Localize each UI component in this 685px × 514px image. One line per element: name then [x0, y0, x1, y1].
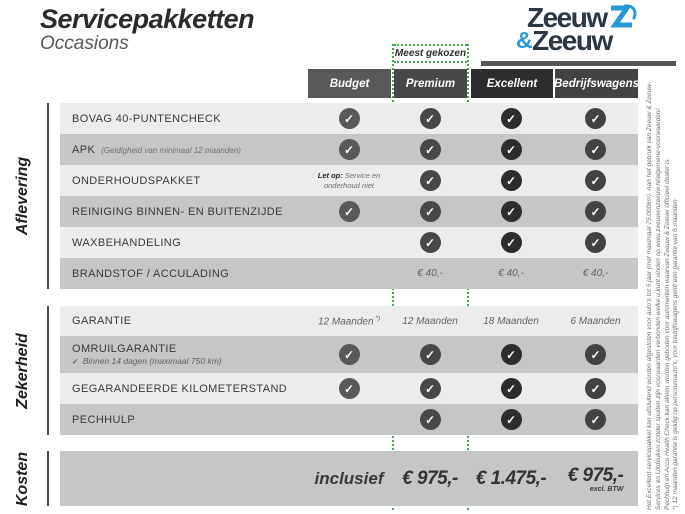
cell-check: [553, 404, 638, 435]
column-header-bedrijfswagens: Bedrijfswagens: [555, 69, 638, 98]
row-label-line: [72, 315, 307, 327]
cell-check: [469, 134, 553, 165]
section-label-kosten: [2, 451, 44, 506]
price-value: € 1.475,-: [475, 467, 547, 489]
row-label: OMRUILGARANTIE: [72, 343, 177, 355]
cell-text: [553, 306, 638, 336]
row-label: REINIGING BINNEN- EN BUITENZIJDE: [72, 205, 283, 218]
cell-text: [391, 306, 469, 336]
row-subnote: ✓ Binnen 14 dagen (maximaal 750 km): [72, 356, 222, 366]
check-icon: ✓: [339, 108, 360, 129]
cell-check: [307, 134, 391, 165]
cell-note: [307, 165, 391, 196]
cell-check: [553, 103, 638, 134]
cell-check: [391, 373, 469, 404]
check-icon: ✓: [420, 201, 441, 222]
check-icon: ✓: [501, 139, 522, 160]
price-block: [476, 468, 547, 490]
row-label: ONDERHOUDSPAKKET: [72, 174, 201, 187]
row-label-line: [72, 144, 307, 156]
price-block: [568, 465, 624, 493]
subnote-check-icon: ✓: [72, 357, 79, 366]
cell-check: [469, 227, 553, 258]
cell-check: [391, 196, 469, 227]
cell-text: [553, 258, 638, 289]
row-label-note: (Geldigheid van minimaal 12 maanden): [101, 145, 241, 155]
logo-word-1: Zeeuw: [527, 2, 607, 33]
row-label-line: [72, 175, 307, 187]
check-icon: ✓: [420, 344, 441, 365]
cell-check: [469, 165, 553, 196]
section-label-aflevering: [2, 103, 44, 289]
cell-check: [469, 373, 553, 404]
check-icon: ✓: [585, 170, 606, 191]
most-chosen-badge: Meest gekozen: [394, 44, 467, 63]
row-label-cell: [60, 196, 307, 227]
row-label: WAXBEHANDELING: [72, 236, 182, 249]
table-row: [60, 227, 638, 258]
row-label-line: [72, 383, 307, 395]
check-icon: ✓: [501, 378, 522, 399]
row-label-cell: [60, 404, 307, 435]
footnote-line: Pechhulp en Accu Health Check kan alleen worden geboden voor automerken waarvan Zeeuw & Zeeuw officieel dealer is.: [663, 157, 671, 510]
cell-note: Let op: Service en onderhoud niet: [317, 170, 381, 190]
logo-ampersand: &: [516, 27, 532, 53]
row-label: APK: [72, 143, 96, 156]
check-icon: ✓: [501, 201, 522, 222]
footnote-line: Het Excellent-servicepakket kan uitsluitend worden afgesloten voor auto's tot 5 jaar (met maximaal 75.000km). Aan het gebruik van Zeeuw & Zeeuw-: [646, 81, 653, 510]
row-label: GEGARANDEERDE KILOMETERSTAND: [72, 382, 288, 395]
check-icon: ✓: [585, 409, 606, 430]
check-icon: ✓: [501, 232, 522, 253]
row-label-cell: [60, 258, 307, 289]
cell-value-text: 12 Maanden *): [317, 314, 381, 328]
logo-line-2: [516, 25, 612, 57]
row-label-cell: [60, 306, 307, 336]
section-label-text: Aflevering: [14, 156, 31, 236]
check-icon: ✓: [501, 170, 522, 191]
cell-check: [391, 134, 469, 165]
column-header-premium: Premium: [394, 69, 467, 98]
cost-row: [60, 451, 638, 506]
check-icon: ✓: [585, 344, 606, 365]
section-aflevering: [60, 103, 638, 289]
row-label-cell: [60, 227, 307, 258]
check-icon: ✓: [585, 139, 606, 160]
check-icon: ✓: [420, 409, 441, 430]
check-icon: ✓: [501, 409, 522, 430]
cell-check: [553, 196, 638, 227]
disclaimer-footnote: [646, 81, 682, 510]
cell-check: [391, 336, 469, 373]
logo-divider-rule: [481, 61, 676, 66]
row-label-cell: [60, 451, 307, 506]
title-block: [40, 5, 254, 55]
cell-value-text: € 40,-: [417, 268, 443, 279]
check-icon: ✓: [420, 139, 441, 160]
price-tax-note: excl. BTW: [589, 485, 624, 493]
cell-check: [391, 165, 469, 196]
table-row: [60, 404, 638, 435]
cell-check: [391, 404, 469, 435]
cell-check: [553, 134, 638, 165]
check-icon: ✓: [339, 378, 360, 399]
check-icon: ✓: [585, 201, 606, 222]
cell-value-text: 18 Maanden: [483, 315, 539, 327]
row-label-line: [72, 343, 307, 355]
row-label-line: [72, 414, 307, 426]
check-icon: ✓: [585, 108, 606, 129]
check-icon: ✓: [420, 170, 441, 191]
row-label-cell: [60, 103, 307, 134]
row-label: BOVAG 40-PUNTENCHECK: [72, 112, 221, 125]
page-title: Servicepakketten: [40, 4, 255, 34]
cell-check: [553, 227, 638, 258]
section-bar: [47, 103, 49, 289]
row-label-cell: [60, 373, 307, 404]
cell-check: [307, 103, 391, 134]
cell-text: [469, 258, 553, 289]
row-label-cell: [60, 165, 307, 196]
cell-check: [553, 373, 638, 404]
cell-empty: [307, 404, 391, 435]
cell-price: [391, 451, 469, 506]
footnote-line: Services en Uitdeuken zonder spuiten zijn voorwaarden verbonden welke u kunt vinden op www.zeeuwenzeeuw.nl/algemene-voorwaarden/.: [654, 106, 662, 510]
cell-value-text: € 40,-: [498, 268, 524, 279]
cell-check: [553, 165, 638, 196]
cost-inclusive-label: inclusief: [314, 468, 384, 488]
check-icon: ✓: [339, 139, 360, 160]
table-row: [60, 165, 638, 196]
cell-check: [469, 196, 553, 227]
cell-value-text: 12 Maanden: [402, 315, 458, 327]
check-icon: ✓: [585, 232, 606, 253]
cell-check: [391, 227, 469, 258]
check-icon: ✓: [420, 232, 441, 253]
row-label-line: [72, 268, 307, 280]
table-row: [60, 103, 638, 134]
row-label-cell: [60, 336, 307, 373]
table-row: [60, 336, 638, 373]
row-label-line: [72, 206, 307, 218]
check-icon: ✓: [339, 344, 360, 365]
table-row: [60, 373, 638, 404]
section-label-text: Kosten: [14, 451, 32, 506]
price-block: [402, 468, 458, 490]
price-value: € 975,-: [402, 467, 458, 489]
cell-empty: [307, 258, 391, 289]
row-label: BRANDSTOF / ACCULADING: [72, 267, 230, 280]
cell-check: [307, 336, 391, 373]
price-value: € 975,-: [567, 464, 624, 486]
cell-value-text: € 40,-: [582, 268, 609, 279]
logo-word-2: Zeeuw: [532, 25, 612, 56]
cell-value-text: 6 Maanden: [570, 315, 621, 327]
cell-check: [469, 404, 553, 435]
cell-check: [553, 336, 638, 373]
check-icon: ✓: [339, 201, 360, 222]
table-row: [60, 134, 638, 165]
section-bar: [47, 451, 49, 506]
row-label: PECHHULP: [72, 413, 136, 426]
cell-check: [391, 103, 469, 134]
cell-check: [469, 103, 553, 134]
check-icon: ✓: [420, 378, 441, 399]
cell-price: [553, 451, 638, 506]
section-label-text: Zekerheid: [14, 332, 31, 409]
row-label-cell: [60, 134, 307, 165]
page-subtitle: Occasions: [40, 33, 129, 55]
cell-check: [307, 196, 391, 227]
cell-price: [469, 451, 553, 506]
section-zekerheid: [60, 306, 638, 435]
table-row: [60, 306, 638, 336]
column-header-budget: Budget: [308, 69, 391, 98]
section-bar: [47, 306, 49, 435]
cell-text: [469, 306, 553, 336]
cell-cost-label: [307, 451, 391, 506]
row-label: GARANTIE: [72, 315, 132, 327]
row-label-line: [72, 237, 307, 249]
cell-check: [469, 336, 553, 373]
cell-check: [307, 373, 391, 404]
check-icon: ✓: [585, 378, 606, 399]
cell-text: [307, 306, 391, 336]
column-header-excellent: Excellent: [471, 69, 553, 98]
check-icon: ✓: [501, 108, 522, 129]
cell-text: [391, 258, 469, 289]
table-row: [60, 196, 638, 227]
row-label-line: [72, 113, 307, 125]
table-row: [60, 258, 638, 289]
cell-empty: [307, 227, 391, 258]
check-icon: ✓: [501, 344, 522, 365]
section-label-zekerheid: [2, 306, 44, 435]
section-kosten: [60, 451, 638, 506]
footnote-line: *) 12 maanden garantie is geldig op personenauto's, voor bedrijfswagens geldt een garantie van 6 maanden: [672, 199, 680, 510]
check-icon: ✓: [420, 108, 441, 129]
